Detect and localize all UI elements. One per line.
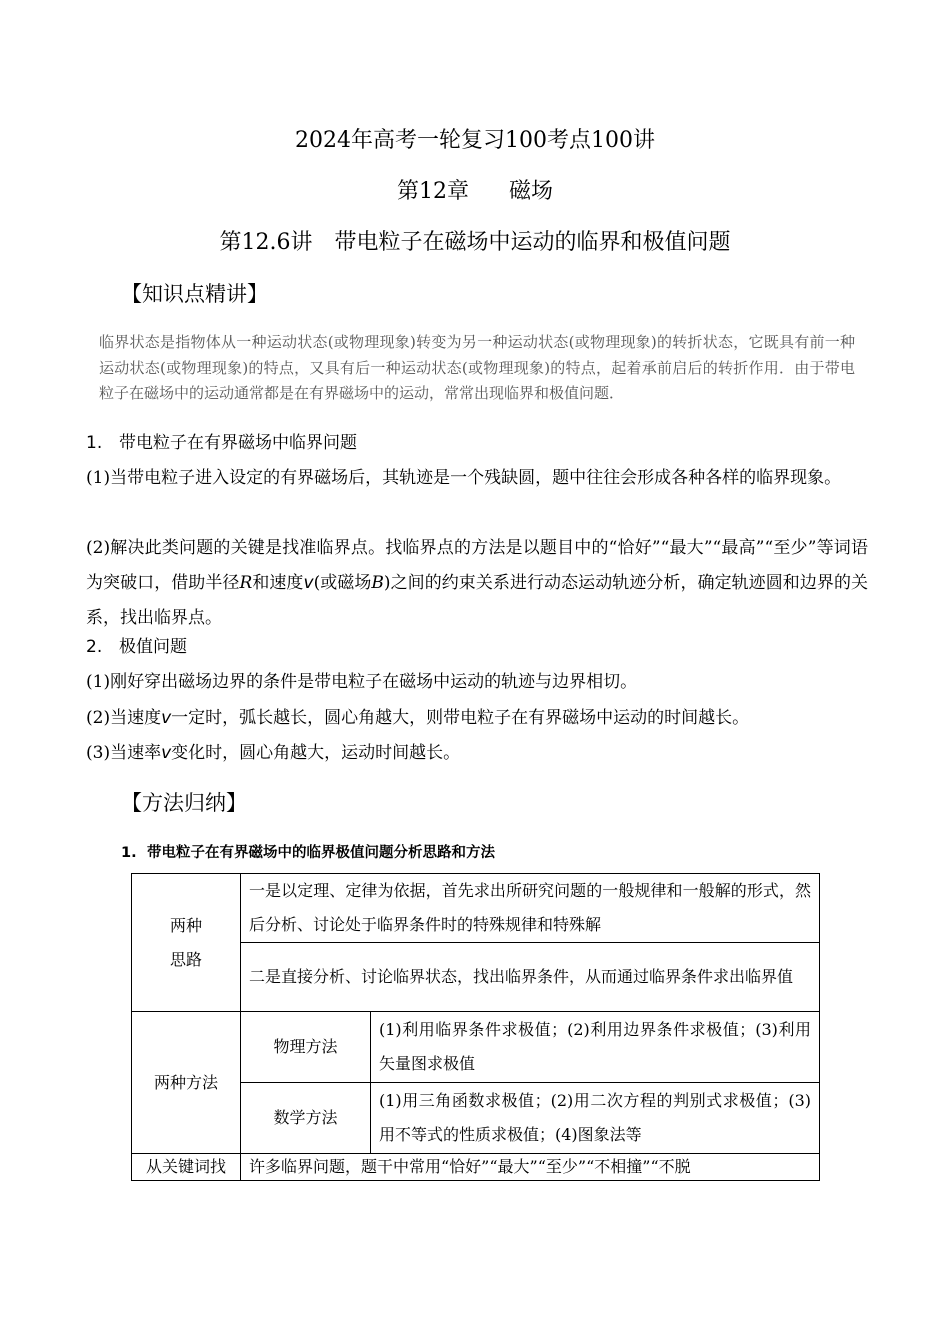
section-2-heading: [86, 634, 187, 660]
way-1-cell: 一是以定理、定律为依据，首先求出所研究问题的一般规律和一般解的形式，然后分析、讨论处于临界条件时的特殊规律和特殊解: [241, 874, 820, 943]
symbol-r: R: [239, 573, 253, 593]
chapter-title: [0, 177, 950, 207]
section-1-paragraph-1: (1)当带电粒子进入设定的有界磁场后，其轨迹是一个残缺圆，题中往往会形成各种各样的临界现象。: [86, 468, 842, 488]
p2-text-d: )之间的约束关系进行动态运动轨迹分析，确定轨迹圆和边界的关系，找出临界点。: [86, 573, 868, 628]
chapter-name: 磁场: [508, 179, 553, 204]
item-2-text-b: 一定时，弧长越长，圆心角越大，则带电粒子在有界磁场中运动的时间越长。: [171, 708, 750, 728]
table-row: [132, 874, 820, 943]
keyword-text-cell: 许多临界问题，题干中常用“恰好”“最大”“至少”“不相撞”“不脱: [241, 1154, 820, 1181]
symbol-v: v: [161, 743, 172, 763]
physics-method-text: (1)利用临界条件求极值；(2)利用边界条件求极值；(3)利用矢量图求极值: [371, 1012, 820, 1083]
p2-text-c: (或磁场: [313, 573, 372, 593]
method-heading: 【方法归纳】: [121, 791, 247, 815]
section-1-number: 1.: [86, 433, 103, 453]
keyword-label-cell: 从关键词找: [132, 1154, 241, 1181]
item-2-text-a: (2)当速度: [86, 708, 162, 728]
method-subheading-number: 1.: [121, 845, 137, 861]
page-bottom-margin: [0, 1196, 950, 1344]
physics-method-label: 物理方法: [241, 1012, 371, 1083]
way-2-cell: 二是直接分析、讨论临界状态，找出临界条件，从而通过临界条件求出临界值: [241, 943, 820, 1012]
method-subheading: [121, 842, 495, 864]
math-method-text: (1)用三角函数求极值；(2)用二次方程的判别式求极值；(3)用不等式的性质求极值；(4)图象法等: [371, 1083, 820, 1154]
two-methods-label-cell: 两种方法: [132, 1012, 241, 1154]
section-1-paragraph-2: [86, 531, 868, 636]
symbol-b: B: [371, 573, 384, 593]
section-1-title: 带电粒子在有界磁场中临界问题: [119, 433, 357, 453]
book-title: 2024年高考一轮复习100考点100讲: [295, 128, 655, 153]
intro-paragraph: 临界状态是指物体从一种运动状态(或物理现象)转变为另一种运动状态(或物理现象)的转折状态，它既具有前一种运动状态(或物理现象)的特点，又具有后一种运动状态(或物理现象)的特点，起着承前启后的转折作用．由于带电粒子在磁场中的运动通常都是在有界磁场中的运动，常常出现临界和极值问题．: [99, 333, 855, 402]
method-subheading-text: 带电粒子在有界磁场中的临界极值问题分析思路和方法: [147, 845, 495, 861]
p2-text-b: 和速度: [252, 573, 304, 593]
p2-text-a: (2)解决此类问题的关键是找准临界点。找临界点的方法是以题目中的“恰好”“最大”“最高”“至少”等词语为突破口，借助半径: [86, 538, 868, 593]
two-ways-label-line-2: 思路: [169, 949, 202, 969]
method-table: [131, 873, 820, 1181]
lecture-title: 第12.6讲 带电粒子在磁场中运动的临界和极值问题: [219, 230, 731, 255]
two-ways-label-line-1: 两种: [169, 915, 202, 935]
table-row: [132, 1012, 820, 1083]
symbol-v: v: [161, 708, 172, 728]
item-3-text-b: 变化时，圆心角越大，运动时间越长。: [171, 743, 461, 763]
section-1-heading: [86, 430, 357, 456]
section-2-item-1: (1)刚好穿出磁场边界的条件是带电粒子在磁场中运动的轨迹与边界相切。: [86, 672, 638, 692]
section-2-item-2: [86, 703, 749, 733]
two-ways-label-cell: [132, 874, 241, 1012]
table-row: [132, 1154, 820, 1181]
item-3-text-a: (3)当速率: [86, 743, 162, 763]
section-2-title: 极值问题: [119, 637, 187, 657]
symbol-v: v: [303, 573, 314, 593]
chapter-number: 第12章: [396, 179, 469, 204]
math-method-label: 数学方法: [241, 1083, 371, 1154]
knowledge-heading: 【知识点精讲】: [121, 282, 268, 306]
section-2-number: 2.: [86, 637, 103, 657]
section-2-item-3: [86, 738, 460, 768]
